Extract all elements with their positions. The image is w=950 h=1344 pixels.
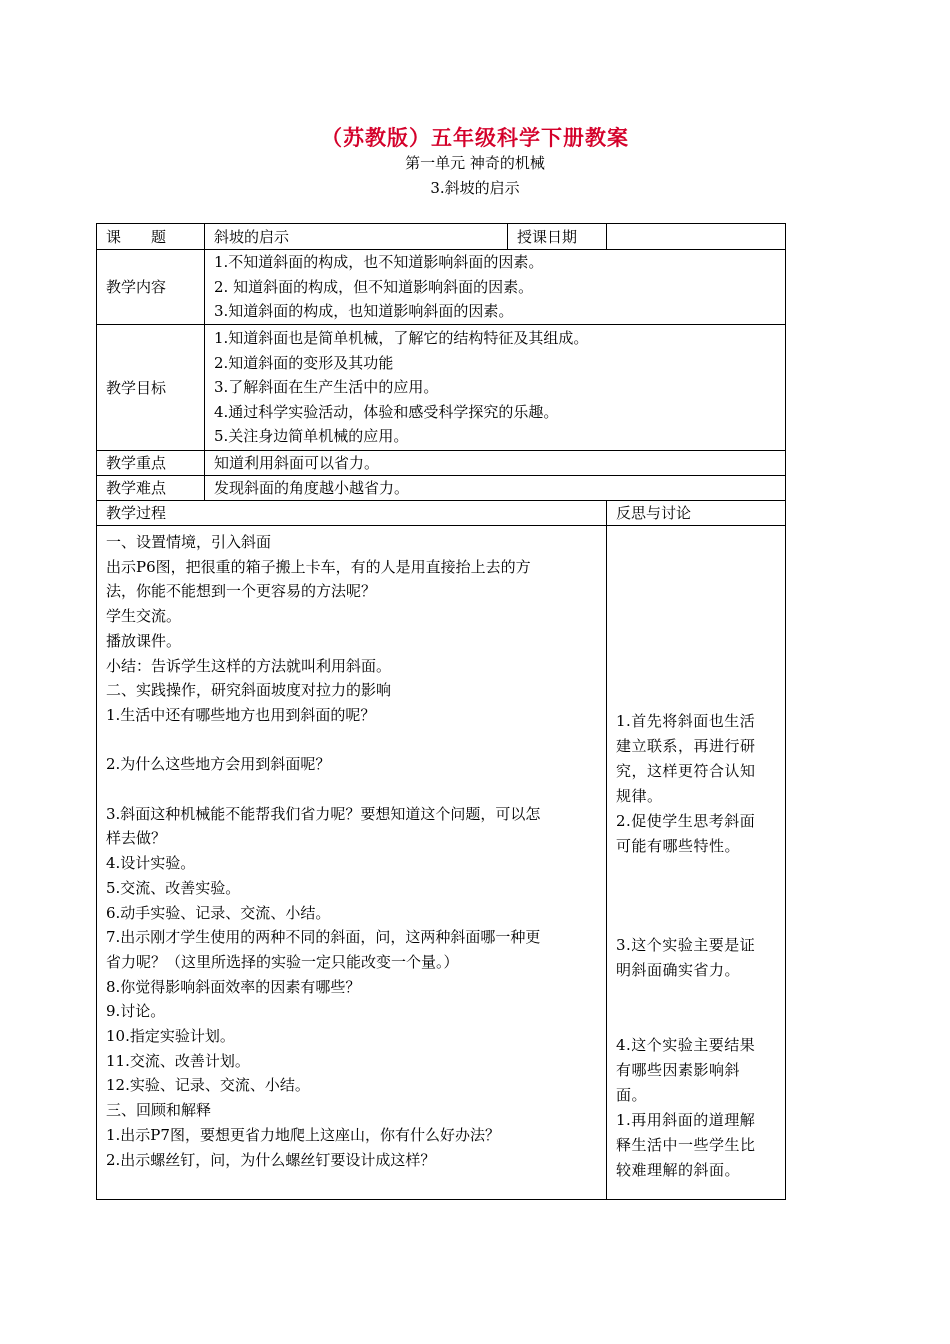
page-title: （苏教版）五年级科学下册教案 bbox=[321, 126, 629, 150]
date-value bbox=[607, 224, 786, 250]
process-line: 出示P6图，把很重的箱子搬上卡车，有的人是用直接抬上去的方 bbox=[106, 557, 531, 576]
content-item: 2. 知道斜面的构成，但不知道影响斜面的因素。 bbox=[214, 277, 534, 296]
key-label: 教学重点 bbox=[97, 451, 205, 476]
difficulty-label: 教学难点 bbox=[97, 476, 205, 501]
goal-row bbox=[97, 325, 786, 451]
goal-item: 3.了解斜面在生产生活中的应用。 bbox=[214, 378, 439, 397]
process-line: 4.设计实验。 bbox=[106, 854, 196, 873]
process-line bbox=[106, 777, 606, 802]
reflection-label: 反思与讨论 bbox=[607, 501, 786, 526]
content-row bbox=[97, 250, 786, 325]
difficulty-value: 发现斜面的角度越小越省力。 bbox=[205, 476, 786, 501]
process-line bbox=[106, 728, 606, 753]
process-line: 7.出示刚才学生使用的两种不同的斜面，问，这两种斜面哪一种更 bbox=[106, 928, 541, 947]
goal-item: 5.关注身边简单机械的应用。 bbox=[214, 427, 409, 446]
reflection-line: 较难理解的斜面。 bbox=[616, 1161, 741, 1179]
reflection-line: 4.这个实验主要结果 bbox=[616, 1036, 756, 1054]
difficulty-row bbox=[97, 476, 786, 501]
goal-item: 2.知道斜面的变形及其功能 bbox=[214, 353, 394, 372]
reflection-line: 建立联系，再进行研 bbox=[616, 737, 756, 755]
key-value: 知道利用斜面可以省力。 bbox=[205, 451, 786, 476]
process-line: 1.生活中还有哪些地方也用到斜面的呢？ bbox=[106, 705, 376, 724]
process-line: 播放课件。 bbox=[106, 631, 182, 650]
goal-item: 4.通过科学实验活动，体验和感受科学探究的乐趣。 bbox=[214, 402, 559, 421]
reflection-spacer bbox=[616, 983, 777, 1033]
process-content bbox=[97, 526, 607, 1200]
process-line: 1.出示P7图，要想更省力地爬上这座山，你有什么好办法？ bbox=[106, 1125, 500, 1144]
reflection-line: 1.首先将斜面也生活 bbox=[616, 712, 756, 730]
unit-subtitle: 第一单元 神奇的机械 bbox=[405, 154, 545, 172]
key-row bbox=[97, 451, 786, 476]
goal-item: 1.知道斜面也是简单机械，了解它的结构特征及其组成。 bbox=[214, 329, 589, 348]
goal-list bbox=[205, 325, 786, 451]
process-body-row bbox=[97, 526, 786, 1200]
reflection-content bbox=[607, 526, 786, 1200]
process-header-row bbox=[97, 501, 786, 526]
reflection-line: 有哪些因素影响斜 bbox=[616, 1061, 741, 1079]
process-line: 9.讨论。 bbox=[106, 1002, 166, 1021]
reflection-line: 面。 bbox=[616, 1086, 648, 1104]
process-line: 12.实验、记录、交流、小结。 bbox=[106, 1076, 310, 1095]
lesson-subtitle: 3.斜坡的启示 bbox=[430, 179, 520, 197]
content-label: 教学内容 bbox=[97, 250, 205, 325]
process-line: 小结：告诉学生这样的方法就叫利用斜面。 bbox=[106, 656, 392, 675]
reflection-spacer bbox=[616, 859, 777, 933]
process-line: 一、设置情境，引入斜面 bbox=[106, 533, 272, 551]
lesson-plan-table bbox=[96, 223, 786, 1200]
process-line: 学生交流。 bbox=[106, 607, 182, 626]
reflection-line: 可能有哪些特性。 bbox=[616, 837, 741, 855]
process-line: 3.斜面这种机械能不能帮我们省力呢？要想知道这个问题，可以怎 bbox=[106, 804, 541, 823]
process-line: 三、回顾和解释 bbox=[106, 1101, 212, 1120]
reflection-line: 2.促使学生思考斜面 bbox=[616, 812, 756, 830]
process-line: 法，你能不能想到一个更容易的方法呢？ bbox=[106, 582, 377, 601]
topic-value: 斜坡的启示 bbox=[205, 224, 508, 250]
topic-label: 课 题 bbox=[97, 224, 205, 250]
reflection-spacer bbox=[616, 526, 777, 709]
process-line: 省力呢？（这里所选择的实验一定只能改变一个量。） bbox=[106, 952, 459, 971]
reflection-line: 究，这样更符合认知 bbox=[616, 762, 756, 780]
reflection-line: 释生活中一些学生比 bbox=[616, 1136, 756, 1154]
topic-row bbox=[97, 224, 786, 250]
process-label: 教学过程 bbox=[97, 501, 607, 526]
process-line: 二、实践操作，研究斜面坡度对拉力的影响 bbox=[106, 681, 392, 700]
process-line: 10.指定实验计划。 bbox=[106, 1027, 235, 1046]
reflection-line: 规律。 bbox=[616, 787, 663, 805]
date-label: 授课日期 bbox=[508, 224, 607, 250]
process-line: 6.动手实验、记录、交流、小结。 bbox=[106, 903, 331, 922]
reflection-line: 1.再用斜面的道理解 bbox=[616, 1111, 756, 1129]
process-line: 5.交流、改善实验。 bbox=[106, 878, 241, 897]
process-line: 2.为什么这些地方会用到斜面呢？ bbox=[106, 755, 331, 774]
reflection-line: 明斜面确实省力。 bbox=[616, 961, 741, 979]
process-line: 2.出示螺丝钉，问，为什么螺丝钉要设计成这样？ bbox=[106, 1150, 436, 1169]
content-list bbox=[205, 250, 786, 325]
content-item: 3.知道斜面的构成，也知道影响斜面的因素。 bbox=[214, 302, 514, 321]
goal-label: 教学目标 bbox=[97, 325, 205, 451]
reflection-line: 3.这个实验主要是证 bbox=[616, 936, 756, 954]
content-item: 1.不知道斜面的构成，也不知道影响斜面的因素。 bbox=[214, 253, 544, 272]
process-line: 8.你觉得影响斜面效率的因素有哪些？ bbox=[106, 977, 361, 996]
process-line: 11.交流、改善计划。 bbox=[106, 1051, 250, 1070]
process-line: 样去做？ bbox=[106, 829, 167, 848]
